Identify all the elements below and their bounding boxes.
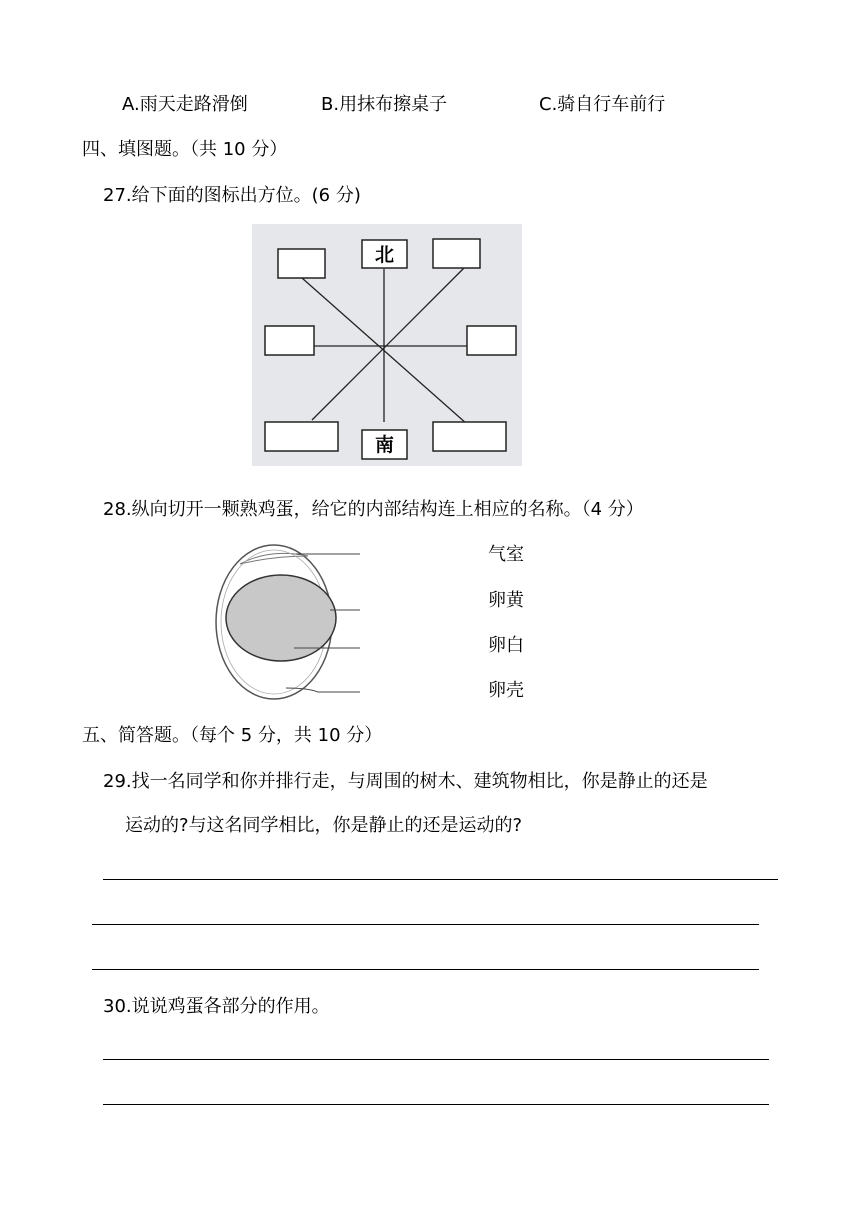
question-27-prompt: 27.给下面的图标出方位。(6 分): [103, 185, 361, 206]
section-5-heading: 五、简答题。（每个 5 分，共 10 分）: [82, 725, 383, 746]
question-28-prompt: 28.纵向切开一颗熟鸡蛋，给它的内部结构连上相应的名称。（4 分）: [103, 499, 644, 520]
question-30-prompt: 30.说说鸡蛋各部分的作用。: [103, 996, 330, 1017]
answer-line-30-1[interactable]: [103, 1059, 769, 1060]
option-c: C.骑自行车前行: [539, 94, 666, 115]
label-south: 南: [374, 434, 395, 456]
option-b: B.用抹布擦桌子: [321, 94, 448, 115]
answer-line-30-2[interactable]: [103, 1104, 769, 1105]
compass-diagram: [252, 224, 522, 466]
box-northeast: [433, 239, 480, 268]
question-29-line-1: 29.找一名同学和你并排行走，与周围的树木、建筑物相比，你是静止的还是: [103, 771, 708, 792]
egg-part-name-1: 气室: [488, 544, 524, 565]
answer-line-29-1[interactable]: [103, 879, 778, 880]
label-north: 北: [374, 244, 395, 266]
box-west: [265, 326, 314, 355]
egg-part-name-4: 卵壳: [488, 680, 524, 701]
answer-line-29-3[interactable]: [92, 969, 759, 970]
egg-part-name-3: 卵白: [488, 635, 524, 656]
answer-line-29-2[interactable]: [92, 924, 759, 925]
box-northwest: [278, 249, 325, 278]
egg-part-name-2: 卵黄: [488, 590, 524, 611]
egg-diagram: [210, 542, 370, 702]
section-4-heading: 四、填图题。（共 10 分）: [82, 139, 288, 160]
box-southwest: [265, 422, 338, 451]
option-a: A.雨天走路滑倒: [122, 94, 248, 115]
box-east: [467, 326, 516, 355]
question-29-line-2: 运动的?与这名同学相比，你是静止的还是运动的?: [125, 815, 523, 836]
box-southeast: [433, 422, 506, 451]
